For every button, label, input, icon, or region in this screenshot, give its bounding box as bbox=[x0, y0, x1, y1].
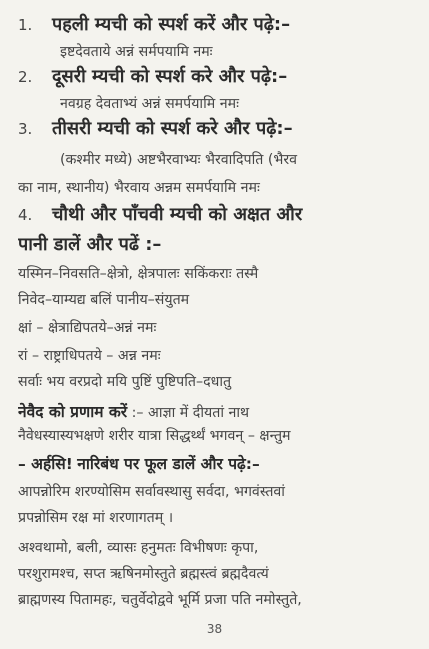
body-line-12: परशुरामश्च, सप्त ऋषिनमोस्तुते ब्रह्मस्त्वं ब्रह्मदैवत्यं bbox=[18, 566, 269, 582]
section-number: 1. bbox=[18, 16, 33, 34]
heading-text: पहली म्यची को स्पर्श करें और पढ़े:– bbox=[52, 14, 291, 35]
inline-heading: नारिबंध पर फूल डालें और पढ़े:– bbox=[77, 455, 260, 473]
inline-text: :– आज्ञा में दीयतां नाथ bbox=[131, 405, 250, 421]
section-4-heading-line2: पानी डालें और पढें :– bbox=[18, 234, 162, 255]
body-line-9: आपन्नोरिम शरण्योसिम सर्वावस्थासु सर्वदा, भगवंस्तवां bbox=[18, 484, 285, 500]
body-line-7: नैवेधस्यास्यभक्षणे शरीर यात्रा सिद्धर्थ्थं भगवन् – क्षन्तुम bbox=[18, 428, 291, 444]
body-line-5: सर्वाः भय वरप्रदो मयि पुष्टिं पुष्टिपति–दधातु bbox=[18, 374, 232, 390]
section-4-heading-line1 bbox=[18, 202, 415, 226]
inline-heading: नेवैद को प्रणाम करें bbox=[18, 403, 128, 421]
body-line-10: प्रपन्नोसिम रक्ष मां शरणागतम् । bbox=[18, 510, 174, 526]
section-2-text: नवग्रह देवताभ्यं अन्नं समर्पयामि नमः bbox=[60, 96, 239, 112]
heading-text: तीसरी म्यची को स्पर्श करे और पढ़े:– bbox=[52, 118, 293, 139]
body-line-13: ब्राह्मणस्य पितामहः, चतुर्वेदोद्ववे भूर्मि प्रजा पति नमोस्तुते, bbox=[18, 592, 302, 608]
body-line-2: निवेद–याम्यद्य बलिं पानीय–संयुतम bbox=[18, 292, 190, 308]
section-3-text-line1: (कश्मीर मध्ये) अष्टभैरवाभ्यः भैरवादिपति (भैरव bbox=[60, 152, 298, 168]
heading-text: दूसरी म्यची को स्पर्श करे और पढ़े:– bbox=[52, 66, 288, 87]
section-number: 4. bbox=[18, 206, 33, 224]
section-number: 3. bbox=[18, 120, 33, 138]
body-line-1: यस्मिन–निवसति–क्षेत्रो, क्षेत्रपालः सकिंकराः तस्मै bbox=[18, 266, 259, 282]
body-line-3: क्षां – क्षेत्राद्यिपतये–अन्नं नमः bbox=[18, 320, 157, 336]
section-3-heading bbox=[18, 116, 415, 140]
section-1-text: इष्टदेवताये अन्नं सर्मपयामि नमः bbox=[60, 44, 213, 60]
heading-text: चौथी और पाँचवी म्यची को अक्षत और bbox=[52, 204, 303, 225]
body-line-6 bbox=[18, 400, 415, 422]
section-3-text-line2: का नाम, स्थानीय) भैरवाय अन्नम समर्पयामि नमः bbox=[18, 180, 260, 196]
page-number: 38 bbox=[206, 622, 223, 636]
body-line-8 bbox=[18, 452, 415, 474]
inline-text: – अर्हसि! bbox=[18, 455, 73, 473]
body-line-4: रां – राष्ट्राधिपतये – अन्न नमः bbox=[18, 348, 161, 364]
section-2-heading bbox=[18, 64, 415, 88]
body-line-11: अश्वथामो, बली, व्यासः हनुमतः विभीषणः कृपा, bbox=[18, 540, 259, 556]
section-1-heading bbox=[18, 12, 415, 36]
section-number: 2. bbox=[18, 68, 33, 86]
